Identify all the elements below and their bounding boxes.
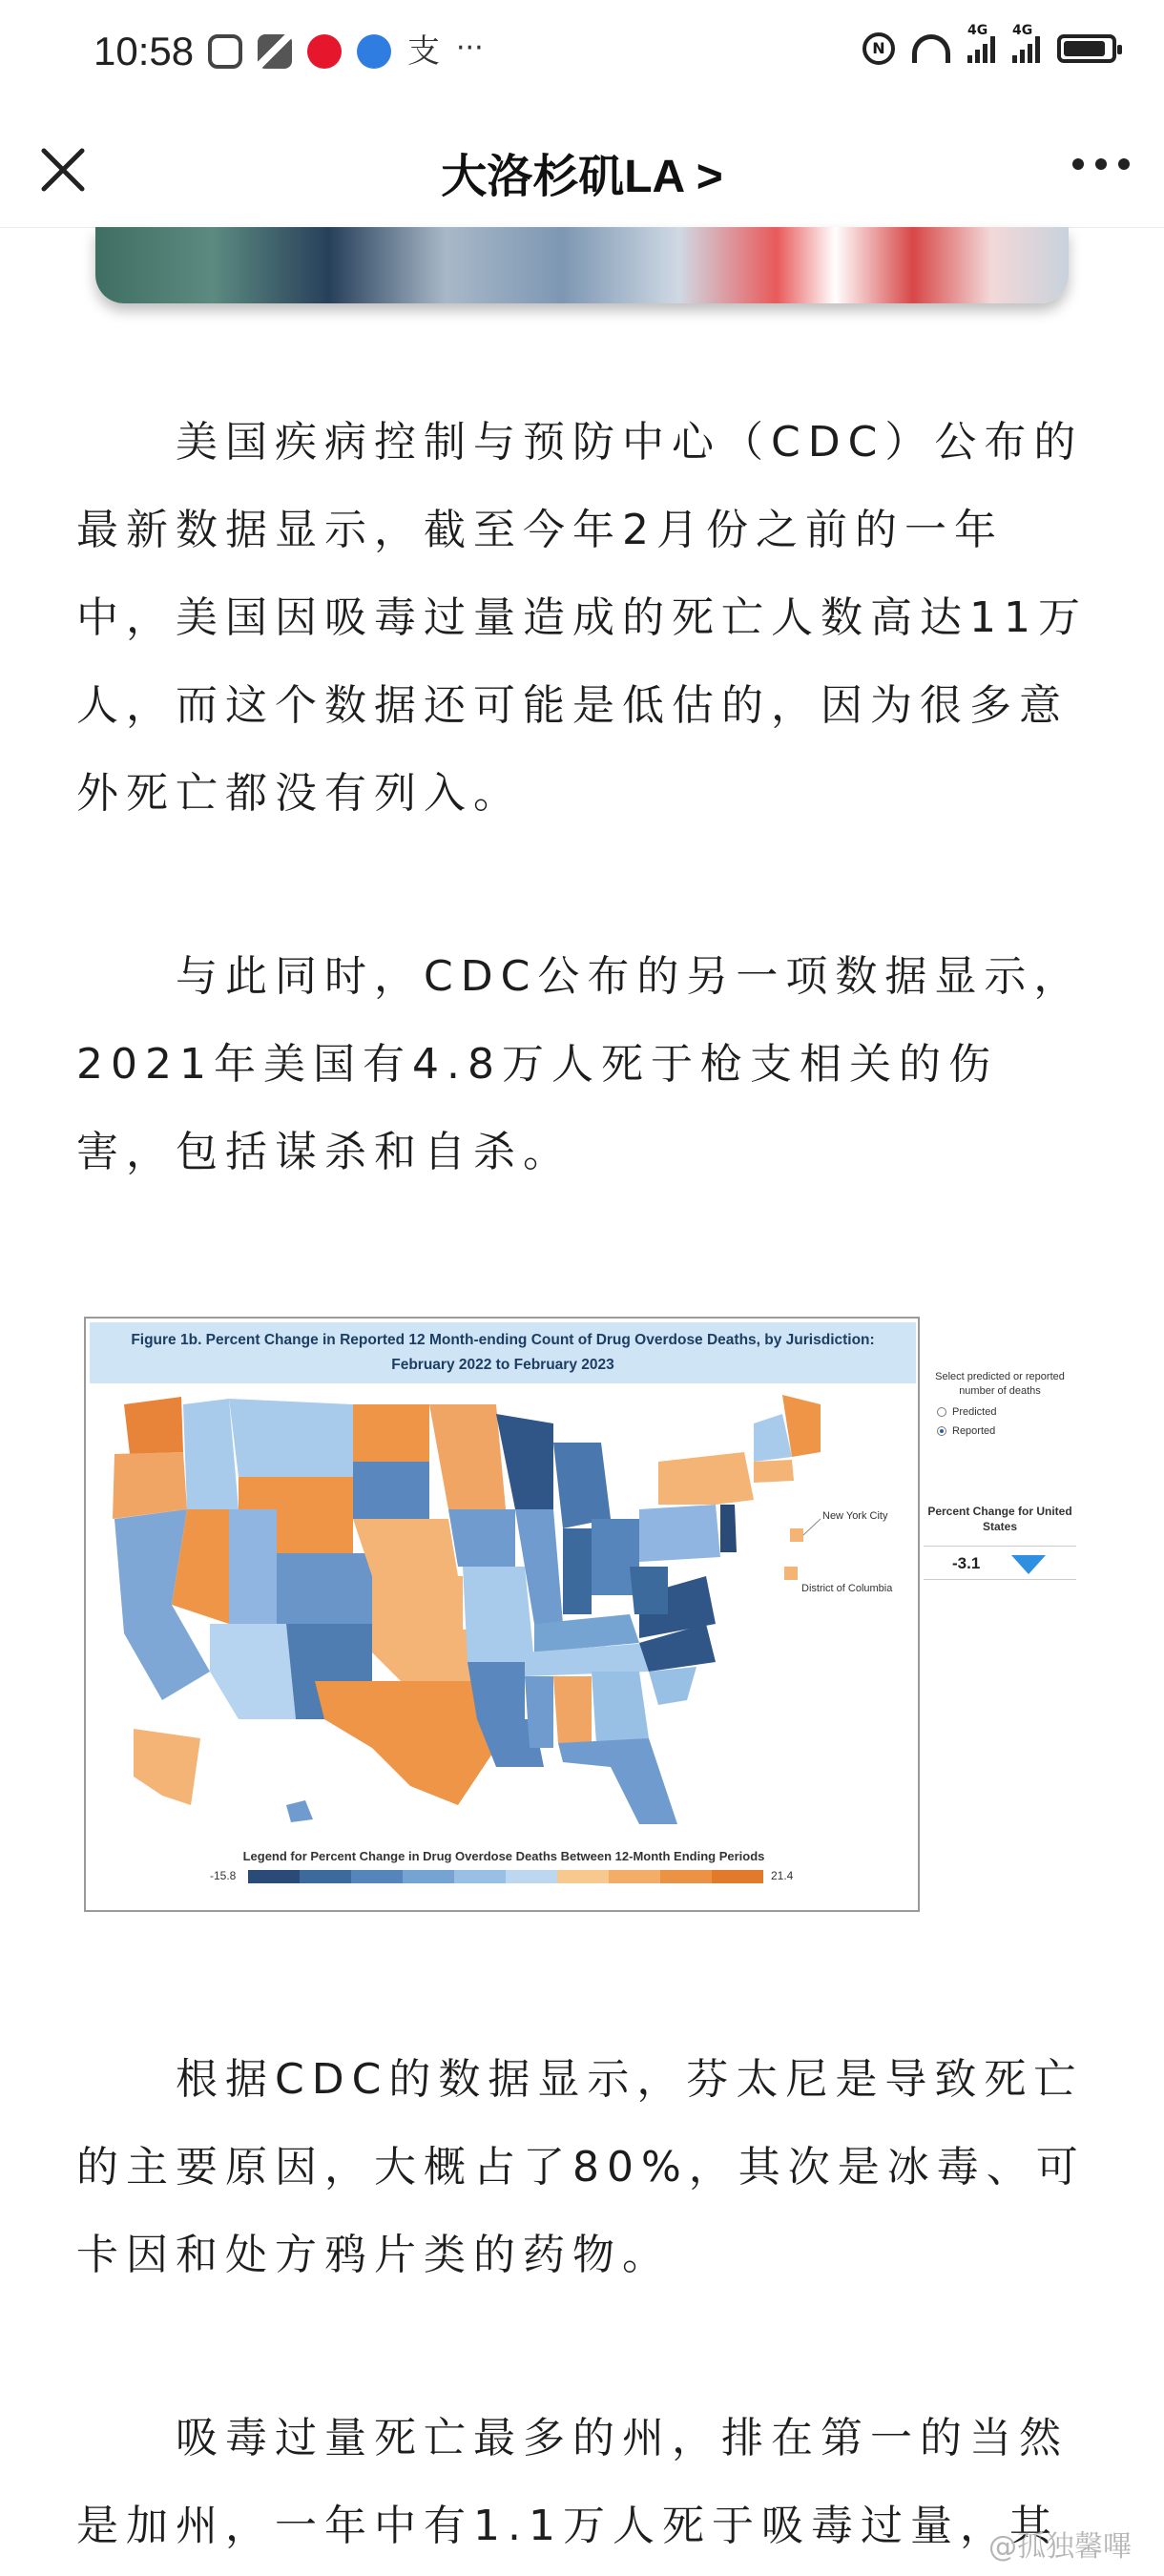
battery-icon [1057, 34, 1116, 63]
state-alabama [553, 1676, 592, 1743]
figure-title [90, 1322, 916, 1383]
state-south-dakota [353, 1462, 429, 1519]
more-dots-icon: ··· [456, 31, 484, 65]
state-vermont-nh [754, 1414, 792, 1462]
state-kansas [372, 1576, 463, 1630]
figure-frame [84, 1317, 920, 1912]
state-new-jersey [720, 1505, 737, 1552]
state-colorado [277, 1553, 372, 1624]
legend-swatch [609, 1870, 660, 1883]
nfc-icon: N [863, 32, 895, 65]
option-reported-label: Reported [952, 1425, 996, 1437]
more-options-button[interactable] [1072, 158, 1130, 170]
state-indiana [563, 1528, 592, 1614]
state-mississippi [525, 1676, 553, 1748]
option-predicted-label: Predicted [952, 1406, 997, 1418]
state-pennsylvania [639, 1505, 720, 1562]
legend-swatch [248, 1870, 300, 1883]
browser-icon [357, 34, 391, 69]
weibo-icon [307, 34, 342, 69]
state-alaska [134, 1729, 200, 1805]
state-michigan [553, 1443, 611, 1528]
state-oregon [113, 1452, 187, 1519]
legend-swatch [454, 1870, 506, 1883]
state-massachusetts [754, 1460, 794, 1483]
legend-swatch [351, 1870, 403, 1883]
state-missouri [463, 1567, 534, 1662]
article-figure [84, 1317, 1076, 1918]
alipay-icon: 支 [407, 32, 440, 71]
figure-side-panel [924, 1370, 1076, 1580]
status-right-icons [863, 23, 1116, 65]
state-wisconsin [496, 1414, 553, 1509]
legend-max: 21.4 [771, 1869, 794, 1882]
percent-change-label: Percent Change for United States [927, 1505, 1072, 1533]
legend-swatch [403, 1870, 454, 1883]
dot-icon [1118, 158, 1130, 170]
status-bar [0, 0, 1164, 113]
state-new-york [658, 1452, 754, 1505]
status-app-icons [208, 31, 490, 71]
article-paragraph-4: 吸毒过量死亡最多的州，排在第一的当然是加州，一年中有1.1万人死于吸毒过量，其 [76, 2414, 1069, 2550]
nyc-swatch [790, 1528, 803, 1542]
state-west-virginia [630, 1567, 668, 1614]
watermark: @孤独馨嗶 [988, 2530, 1132, 2564]
state-georgia [592, 1672, 649, 1743]
state-arkansas [468, 1662, 525, 1719]
account-name-link[interactable]: 大洛杉矶LA > [441, 152, 723, 202]
cell-signal-2 [1012, 23, 1040, 63]
state-south-carolina [649, 1667, 696, 1705]
wifi-icon [912, 34, 950, 63]
option-reported[interactable] [937, 1425, 1076, 1437]
us-map [95, 1385, 916, 1834]
signal-icon [967, 34, 995, 63]
state-montana [229, 1399, 353, 1477]
radio-predicted[interactable] [937, 1407, 946, 1417]
select-death-type-label: Select predicted or reported number of deaths [935, 1371, 1065, 1397]
legend-title: Legend for Percent Change in Drug Overdose Deaths Between 12-Month Ending Periods [242, 1849, 765, 1863]
state-idaho [183, 1399, 239, 1509]
radio-reported[interactable] [937, 1426, 946, 1436]
legend-swatch [300, 1870, 351, 1883]
status-time: 10:58 [94, 29, 195, 73]
state-north-dakota [353, 1404, 429, 1462]
option-predicted[interactable] [937, 1406, 1076, 1418]
state-washington [124, 1397, 183, 1454]
legend-swatch [506, 1870, 557, 1883]
dc-swatch [784, 1567, 798, 1580]
state-iowa [448, 1509, 515, 1567]
map-states [113, 1395, 821, 1824]
state-arizona [210, 1624, 296, 1719]
nav-bar [0, 113, 1164, 228]
article-paragraph-2: 与此同时，CDC公布的另一项数据显示，2021年美国有4.8万人死于枪支相关的伤害，包括谋杀和自杀。 [76, 952, 1084, 1176]
article-paragraph-1: 美国疾病控制与预防中心（CDC）公布的最新数据显示，截至今年2月份之前的一年中，美国因吸毒过量造成的死亡人数高达11万人，而这个数据还可能是低估的，因为很多意外死亡都没有列入。 [76, 418, 1088, 818]
map-label-nyc: New York City [822, 1510, 888, 1522]
dot-icon [1095, 158, 1107, 170]
network-type-label: 4G [967, 23, 988, 38]
state-florida [558, 1738, 677, 1824]
percent-change-value: -3.1 [952, 1554, 981, 1572]
figure-title-line-2: February 2022 to February 2023 [391, 1357, 614, 1373]
map-label-dc: District of Columbia [801, 1583, 893, 1594]
legend-color-scale [248, 1870, 763, 1883]
signal-icon [1012, 34, 1040, 63]
dot-icon [1072, 158, 1084, 170]
cell-signal-1 [967, 23, 995, 63]
legend-swatch [557, 1870, 609, 1883]
article-paragraph-3: 根据CDC的数据显示，芬太尼是导致死亡的主要原因，大概占了80%，其次是冰毒、可卡因和处方鸦片类的药物。 [76, 2055, 1086, 2279]
network-type-label: 4G [1012, 23, 1033, 38]
state-oklahoma [372, 1630, 477, 1681]
state-utah [229, 1509, 277, 1624]
state-minnesota [429, 1404, 506, 1509]
legend-min: -15.8 [210, 1869, 237, 1882]
check-app-icon [258, 34, 292, 69]
figure-title-line-1: Figure 1b. Percent Change in Reported 12 Month-ending Count of Drug Overdose Deaths, by Jurisdiction: [131, 1332, 875, 1348]
hand-icon [208, 34, 242, 69]
header-image [95, 227, 1069, 303]
state-hawaii [286, 1800, 313, 1822]
legend-swatch [660, 1870, 712, 1883]
state-texas [315, 1681, 496, 1805]
percent-change-box [924, 1546, 1076, 1580]
down-arrow-icon [1011, 1555, 1046, 1574]
legend-swatch [712, 1870, 763, 1883]
